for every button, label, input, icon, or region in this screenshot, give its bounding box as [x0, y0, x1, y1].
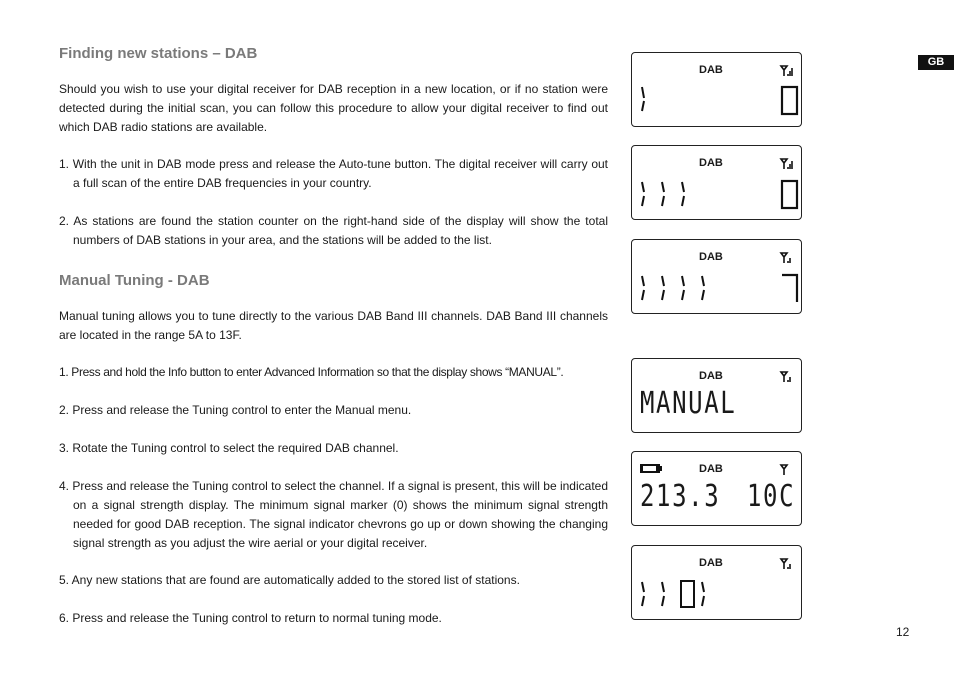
finding-step-1: 1. With the unit in DAB mode press and release the Auto-tune button. The digital receiver will carry out a full scan of the entire DAB frequencies in your country.: [59, 157, 608, 190]
signal-antenna-icon: [781, 465, 787, 475]
minimum-signal-marker: [681, 581, 694, 607]
section-heading-finding-stations: Finding new stations – DAB: [59, 45, 258, 62]
signal-antenna-icon: [781, 159, 792, 169]
lcd-graphics: [632, 53, 803, 128]
station-counter-digit: [782, 87, 797, 114]
manual-step-6: 6. Press and release the Tuning control to return to normal tuning mode.: [59, 611, 442, 625]
page-number: 12: [896, 625, 910, 639]
signal-antenna-icon: [781, 66, 792, 76]
manual-step-1: 1. Press and hold the Info button to enter Advanced Information so that the display shows “MANUAL”.: [59, 365, 564, 379]
lcd-display-signal-strength: [631, 545, 802, 620]
lcd-display-scan-start: [631, 52, 802, 127]
dab-label: DAB: [699, 64, 723, 76]
dab-label: DAB: [699, 463, 723, 475]
battery-icon: [640, 464, 662, 473]
finding-intro-paragraph: Should you wish to use your digital receiver for DAB reception in a new location, or if no station were detected during the initial scan, you can follow this procedure to allow your digital receiver to find out which DAB radio stations are available.: [59, 82, 608, 134]
lcd-main-text: MANUAL: [640, 386, 737, 421]
signal-antenna-icon: [781, 253, 790, 263]
manual-intro-paragraph: Manual tuning allows you to tune directly to the various DAB Band III channels. DAB Band III channels are located in the range 5A to 13F.: [59, 309, 608, 342]
station-counter-digit: [782, 275, 797, 302]
lcd-graphics: [632, 240, 803, 315]
lcd-display-manual: [631, 358, 802, 433]
dab-label: DAB: [699, 157, 723, 169]
finding-step-2: 2. As stations are found the station counter on the right-hand side of the display will show the total numbers of DAB stations in your area, and the stations will be added to the list.: [59, 214, 608, 247]
dab-label: DAB: [699, 370, 723, 382]
manual-step-2: 2. Press and release the Tuning control to enter the Manual menu.: [59, 403, 412, 417]
dab-label: DAB: [699, 557, 723, 569]
manual-step-3: 3. Rotate the Tuning control to select the required DAB channel.: [59, 441, 399, 455]
lcd-display-channel: [631, 451, 802, 526]
signal-antenna-icon: [781, 372, 790, 382]
lcd-frequency: 213.3: [640, 479, 721, 514]
language-badge: GB: [918, 55, 954, 70]
signal-strength-chevrons: [642, 581, 704, 607]
scan-chevrons: [642, 87, 644, 111]
manual-step-4: 4. Press and release the Tuning control to select the channel. If a signal is present, this will be indicated on a signal strength display. The minimum signal marker (0) shows the minimum signal strength needed for good DAB reception. The signal indicator chevrons go up or down showing the changing signal strength as you adjust the wire aerial or your digital receiver.: [59, 479, 608, 550]
lcd-display-scan-found: [631, 239, 802, 314]
lcd-channel: 10C: [747, 479, 796, 514]
scan-chevrons: [642, 276, 704, 300]
scan-chevrons: [642, 182, 684, 206]
station-counter-digit: [782, 181, 797, 208]
dab-label: DAB: [699, 251, 723, 263]
lcd-display-scan-progress: [631, 145, 802, 220]
lcd-graphics: [632, 546, 803, 621]
signal-antenna-icon: [781, 559, 790, 569]
section-heading-manual-tuning: Manual Tuning - DAB: [59, 272, 210, 289]
manual-step-5: 5. Any new stations that are found are automatically added to the stored list of stations.: [59, 573, 520, 587]
lcd-graphics: [632, 146, 803, 221]
